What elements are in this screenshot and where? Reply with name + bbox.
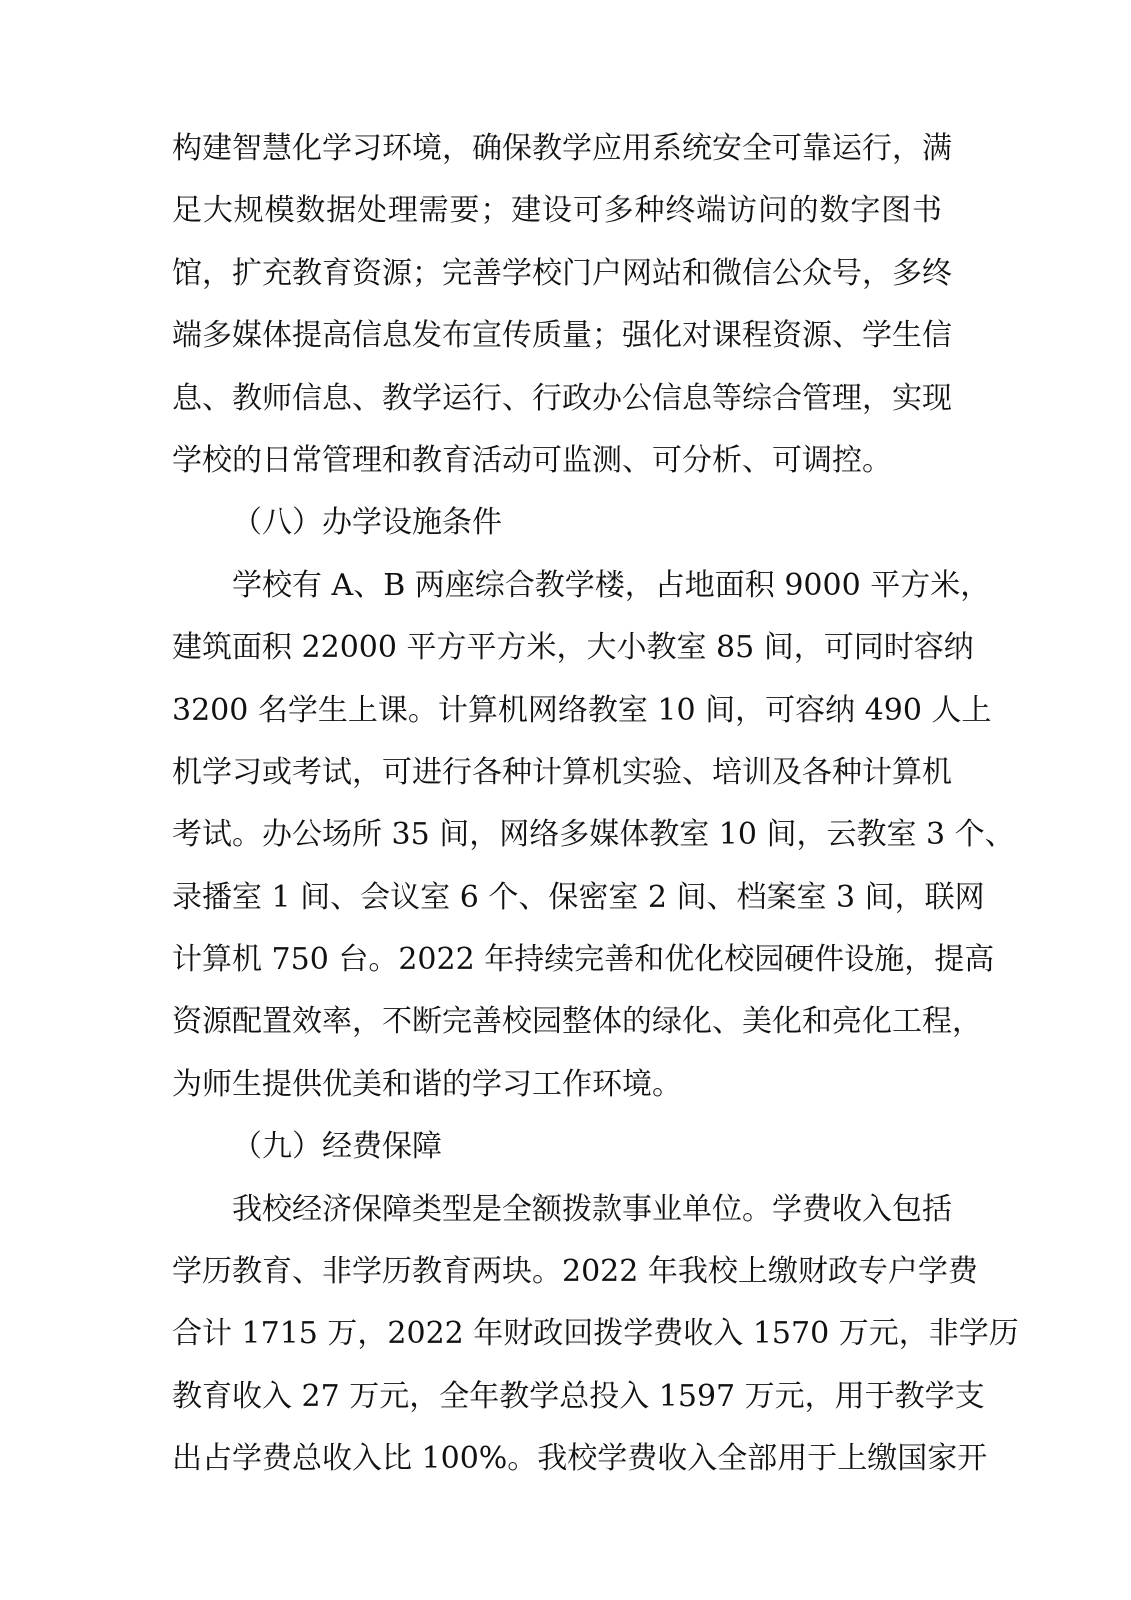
paragraph-line: 计算机 750 台。2022 年持续完善和优化校园硬件设施，提高	[172, 942, 995, 978]
section-heading-funding: （九）经费保障	[232, 1129, 442, 1165]
paragraph-line: 为师生提供优美和谐的学习工作环境。	[172, 1066, 682, 1102]
paragraph-line: 端多媒体提高信息发布宣传质量；强化对课程资源、学生信	[172, 318, 952, 354]
paragraph-line: 足大规模数据处理需要；建设可多种终端访问的数字图书	[172, 193, 942, 229]
document-page	[172, 118, 1019, 1491]
paragraph-line: 合计 1715 万，2022 年财政回拨学费收入 1570 万元，非学历	[172, 1316, 1019, 1352]
paragraph-line: 教育收入 27 万元，全年教学总投入 1597 万元，用于教学支	[172, 1378, 985, 1414]
paragraph-line: 息、教师信息、教学运行、行政办公信息等综合管理，实现	[172, 380, 952, 416]
paragraph-line: 出占学费总收入比 100%。我校学费收入全部用于上缴国家开	[172, 1441, 988, 1477]
paragraph-line: 学校有 A、B 两座综合教学楼，占地面积 9000 平方米，	[232, 567, 991, 603]
paragraph-line: 学历教育、非学历教育两块。2022 年我校上缴财政专户学费	[172, 1254, 978, 1290]
paragraph-line: 构建智慧化学习环境，确保教学应用系统安全可靠运行，满	[172, 131, 952, 166]
paragraph-line: 考试。办公场所 35 间，网络多媒体教室 10 间，云教室 3 个、	[172, 817, 1015, 853]
paragraph-line: 我校经济保障类型是全额拨款事业单位。学费收入包括	[232, 1191, 952, 1227]
paragraph-line: 3200 名学生上课。计算机网络教室 10 间，可容纳 490 人上	[172, 692, 992, 728]
paragraph-line: 录播室 1 间、会议室 6 个、保密室 2 间、档案室 3 间，联网	[172, 879, 985, 915]
paragraph-line: 建筑面积 22000 平方平方米，大小教室 85 间，可同时容纳	[172, 630, 974, 666]
paragraph-line: 馆，扩充教育资源；完善学校门户网站和微信公众号，多终	[172, 255, 952, 291]
paragraph-line: 机学习或考试，可进行各种计算机实验、培训及各种计算机	[172, 754, 952, 790]
section-heading-facilities: （八）办学设施条件	[232, 505, 502, 541]
paragraph-line: 学校的日常管理和教育活动可监测、可分析、可调控。	[172, 442, 892, 478]
paragraph-line: 资源配置效率，不断完善校园整体的绿化、美化和亮化工程，	[172, 1004, 982, 1040]
